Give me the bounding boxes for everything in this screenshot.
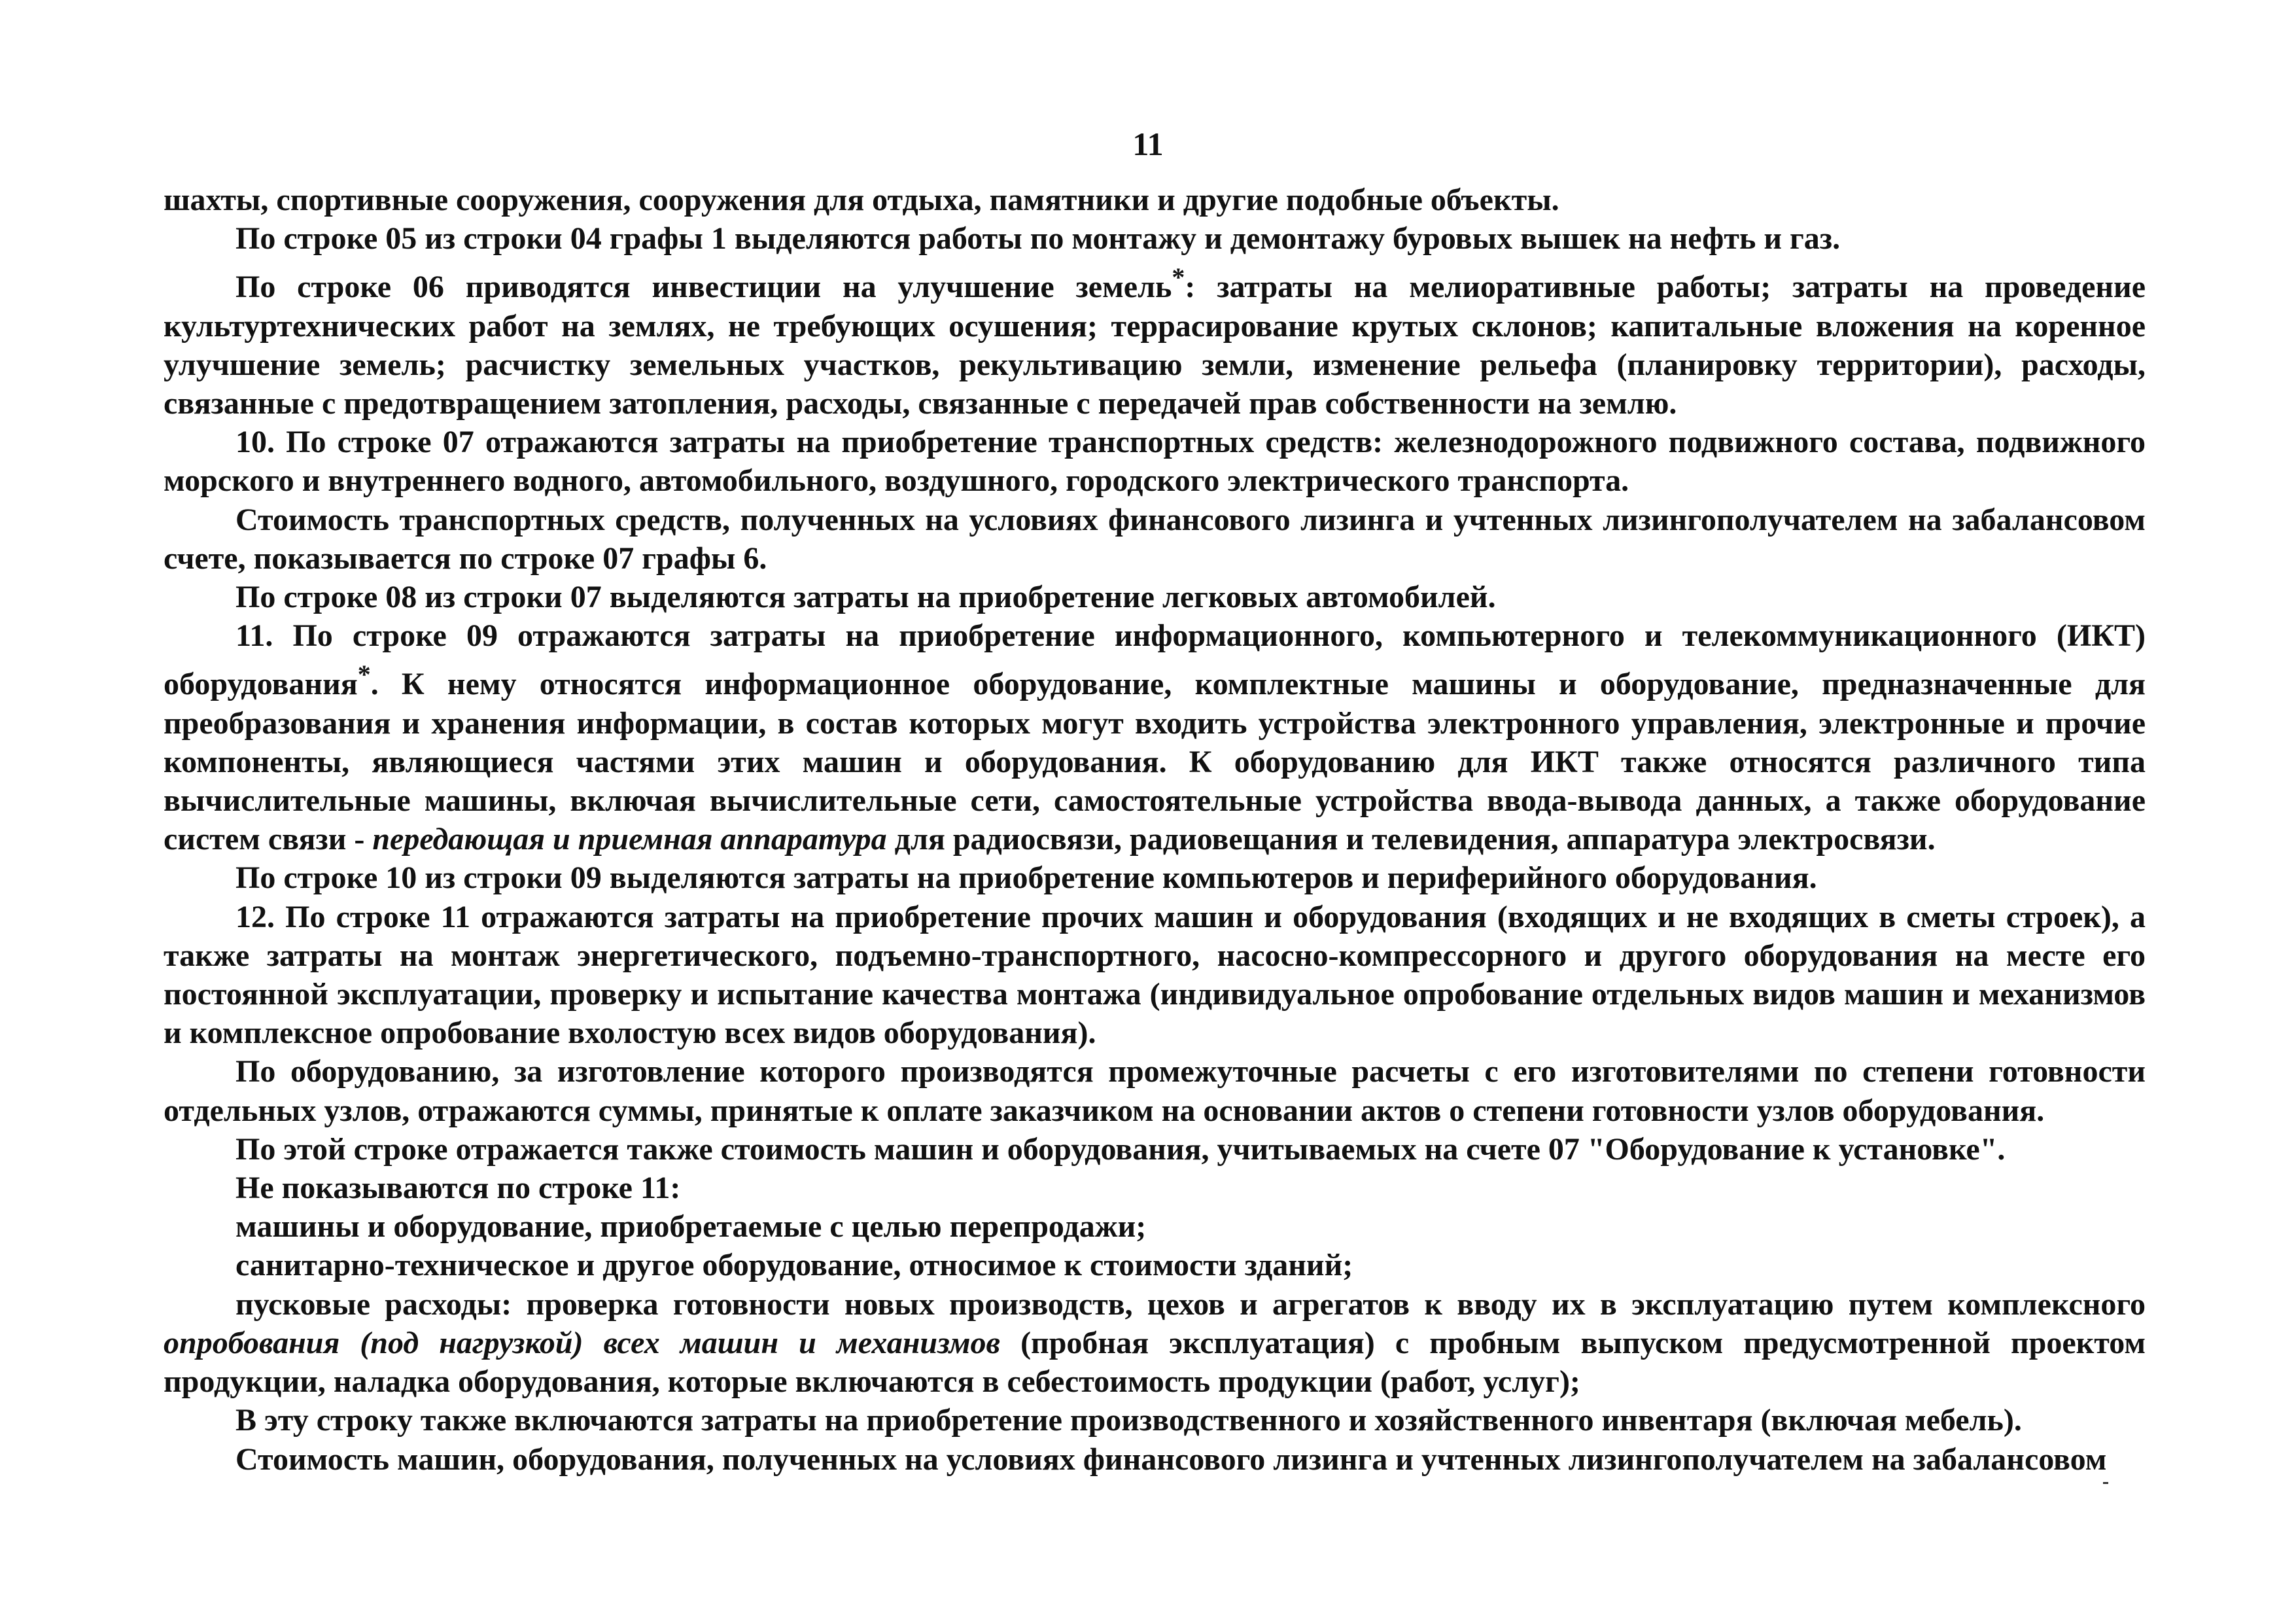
- paragraph-text: . К нему относятся информационное оборудование, комплектные машины и оборудование, предназначенные для преобразования и хранения информации, в состав которых могут входить устройства электронного управления, электронные и прочие компоненты, являющиеся частями этих машин и оборудования. К оборудованию для ИКТ также относятся различного типа вычислительные машины, включая вычислительные сети, самостоятельные устройства ввода-вывода данных, а также оборудование систем связи -: [164, 667, 2146, 857]
- paragraph-text: отражаются затраты на приобретение транспортных средств: железнодорожного подвижного состава, подвижного морского и внутреннего водного, автомобильного, воздушного, городского электрического транспорта.: [164, 425, 2146, 499]
- paragraph-text: для радиосвязи, радиовещания и телевидения, аппаратура электросвязи.: [886, 822, 1936, 857]
- paragraph-2: [164, 219, 2146, 258]
- footnote-mark: *: [357, 660, 371, 690]
- line-reference: По строке 07: [286, 425, 474, 460]
- line-reference: По строке 06: [235, 270, 444, 305]
- paragraph-text: пусковые расходы: проверка готовности новых производств, цехов и агрегатов к вводу их в эксплуатацию путем комплексного: [235, 1286, 2146, 1322]
- line-reference: По строке 10: [235, 860, 417, 896]
- paragraph-text: из строки 09 выделяются затраты на приобретение компьютеров и периферийного оборудования.: [417, 860, 1817, 896]
- paragraph-text: из строки 07 выделяются затраты на приобретение легковых автомобилей.: [417, 580, 1496, 615]
- scan-mark: [2103, 1482, 2108, 1484]
- paragraph-8: [164, 858, 2146, 897]
- paragraph-6: [164, 578, 2146, 616]
- paragraph-15: [164, 1285, 2146, 1402]
- section-number: 10.: [235, 425, 287, 460]
- paragraph-text: отражаются затраты на приобретение прочих машин и оборудования (входящих и не входящих в сметы строек), а также затраты на монтаж энергетического, подъемно-транспортного, насосно-компрессорного и другого оборудования на месте его постоянной эксплуатации, проверку и испытание качества монтажа (индивидуальное опробование отдельных видов машин и механизмов и комплексное опробование вхолостую всех видов оборудования).: [164, 899, 2146, 1051]
- paragraph-13: машины и оборудование, приобретаемые с целью перепродажи;: [235, 1209, 1147, 1244]
- paragraph-text: приводятся инвестиции на улучшение земель: [444, 270, 1172, 305]
- line-reference: По строке 05: [235, 221, 417, 256]
- paragraph-text: (пробная эксплуатация) с пробным выпуском предусмотренной проектом продукции, наладка оборудования, которые включаются в себестоимость продукции (работ, услуг);: [164, 1325, 2146, 1400]
- paragraph-1: шахты, спортивные сооружения, сооружения для отдыха, памятники и другие подобные объекты.: [164, 183, 1559, 217]
- paragraph-7: [164, 616, 2146, 858]
- paragraph-text: из строки 04 графы 1 выделяются работы по монтажу и демонтажу буровых вышек на нефть и газ.: [417, 221, 1841, 256]
- paragraph-14: санитарно-техническое и другое оборудование, относимое к стоимости зданий;: [235, 1248, 1353, 1283]
- paragraph-text: отражаются затраты на приобретение информационного, компьютерного и телекоммуникационного (ИКТ) оборудования: [164, 618, 2146, 702]
- paragraph-12: Не показываются по строке 11:: [235, 1171, 681, 1206]
- paragraph-11: По этой строке отражается также стоимость машин и оборудования, учитываемых на счете 07 "Оборудование к установке".: [235, 1131, 2006, 1167]
- paragraph-3: [164, 258, 2146, 423]
- section-number: 11.: [235, 618, 293, 654]
- italic-text: опробования (под нагрузкой) всех машин и механизмов: [164, 1325, 1000, 1360]
- line-reference: По строке 08: [235, 580, 417, 615]
- paragraph-16: В эту строку также включаются затраты на приобретение производственного и хозяйственного инвентаря (включая мебель).: [235, 1403, 2022, 1438]
- paragraph-9: [164, 898, 2146, 1053]
- line-reference: По строке 11: [285, 899, 470, 934]
- italic-text: передающая и приемная аппаратура: [372, 822, 887, 857]
- paragraph-17: Стоимость машин, оборудования, полученных на условиях финансового лизинга и учтенных лизингополучателем на забалансовом: [235, 1441, 2107, 1477]
- section-number: 12.: [235, 899, 286, 934]
- page-number: 11: [1132, 126, 1164, 162]
- footnote-mark: *: [1172, 262, 1185, 292]
- paragraph-text: : затраты на мелиоративные работы; затраты на проведение культуртехнических работ на землях, не требующих осушения; террасирование крутых склонов; капитальные вложения на коренное улучшение земель; расчистку земельных участков, рекультивацию земли, изменение рельефа (планировку территории), расходы, связанные с предотвращением затопления, расходы, связанные с передачей прав собственности на землю.: [164, 270, 2146, 421]
- document-body: [164, 181, 2146, 1479]
- line-reference: По строке 09: [292, 618, 498, 654]
- paragraph-4: [164, 423, 2146, 500]
- paragraph-5: Стоимость транспортных средств, полученных на условиях финансового лизинга и учтенных лизингополучателем на забалансовом счете, показывается по строке 07 графы 6.: [164, 502, 2146, 576]
- paragraph-10: По оборудованию, за изготовление которого производятся промежуточные расчеты с его изготовителями по степени готовности отдельных узлов, отражаются суммы, принятые к оплате заказчиком на основании актов о степени готовности узлов оборудования.: [164, 1054, 2146, 1128]
